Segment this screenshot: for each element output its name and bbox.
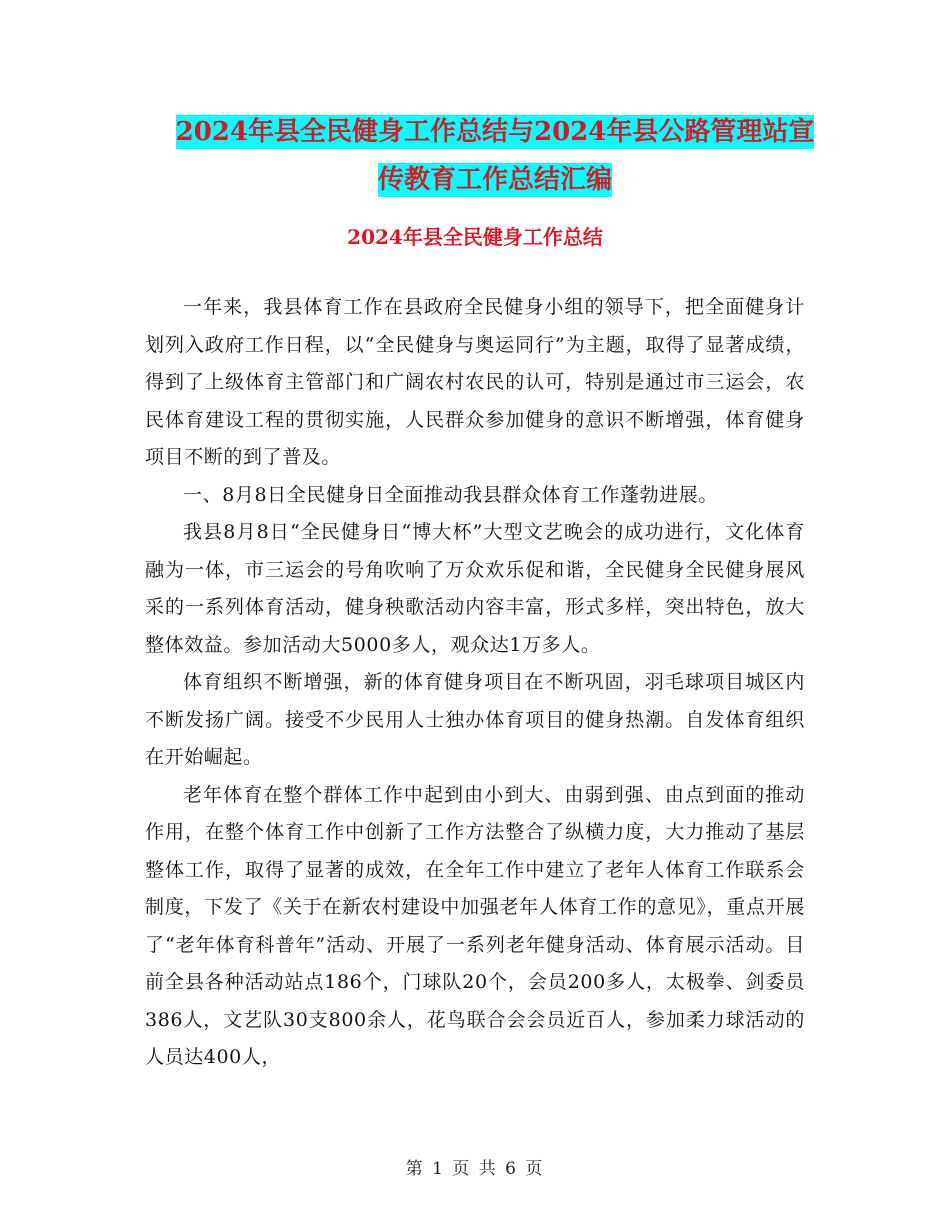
section-title: 2024年县全民健身工作总结 <box>347 225 603 249</box>
paragraph: 一年来，我县体育工作在县政府全民健身小组的领导下，把全面健身计划列入政府工作日程，以“全民健身与奥运同行”为主题，取得了显著成绩，得到了上级体育主管部门和广阔农村农民的认可，特别是通过市三运会，农民体育建设工程的贯彻实施，人民群众参加健身的意识不断增强，体育健身项目不断的到了普及。 <box>145 296 805 468</box>
body-text <box>145 289 805 1077</box>
title-line-2: 传教育工作总结汇编 <box>377 165 612 195</box>
paragraph: 体育组织不断增强，新的体育健身项目在不断巩固，羽毛球项目城区内不断发扬广阔。接受不少民用人士独办体育项目的健身热潮。自发体育组织在开始崛起。 <box>145 671 805 768</box>
document-title <box>150 108 840 204</box>
paragraph: 老年体育在整个群体工作中起到由小到大、由弱到强、由点到面的推动作用，在整个体育工作中创新了工作方法整合了纵横力度，大力推动了基层整体工作，取得了显著的成效，在全年工作中建立了老年人体育工作联系会制度，下发了《关于在新农村建设中加强老年人体育工作的意见》，重点开展了“老年体育科普年”活动、开展了一系列老年健身活动、体育展示活动。目前全县各种活动站点186个，门球队20个，会员200多人，太极拳、剑委员386人，文艺队30支800余人，花鸟联合会会员近百人，参加柔力球活动的人员达400人， <box>145 783 805 1068</box>
page-footer: 第 1 页 共 6 页 <box>405 1159 545 1179</box>
title-line-1: 2024年县全民健身工作总结与2024年县公路管理站宣 <box>175 117 815 147</box>
paragraph: 一、8月8日全民健身日全面推动我县群众体育工作蓬勃进展。 <box>183 483 718 506</box>
paragraph: 我县8月8日“全民健身日“博大杯”大型文艺晚会的成功进行，文化体育融为一体，市三运会的号角吹响了万众欢乐促和谐，全民健身全民健身展风采的一系列体育活动，健身秧歌活动内容丰富，形式多样，突出特色，放大整体效益。参加活动大5000多人，观众达1万多人。 <box>145 521 805 656</box>
